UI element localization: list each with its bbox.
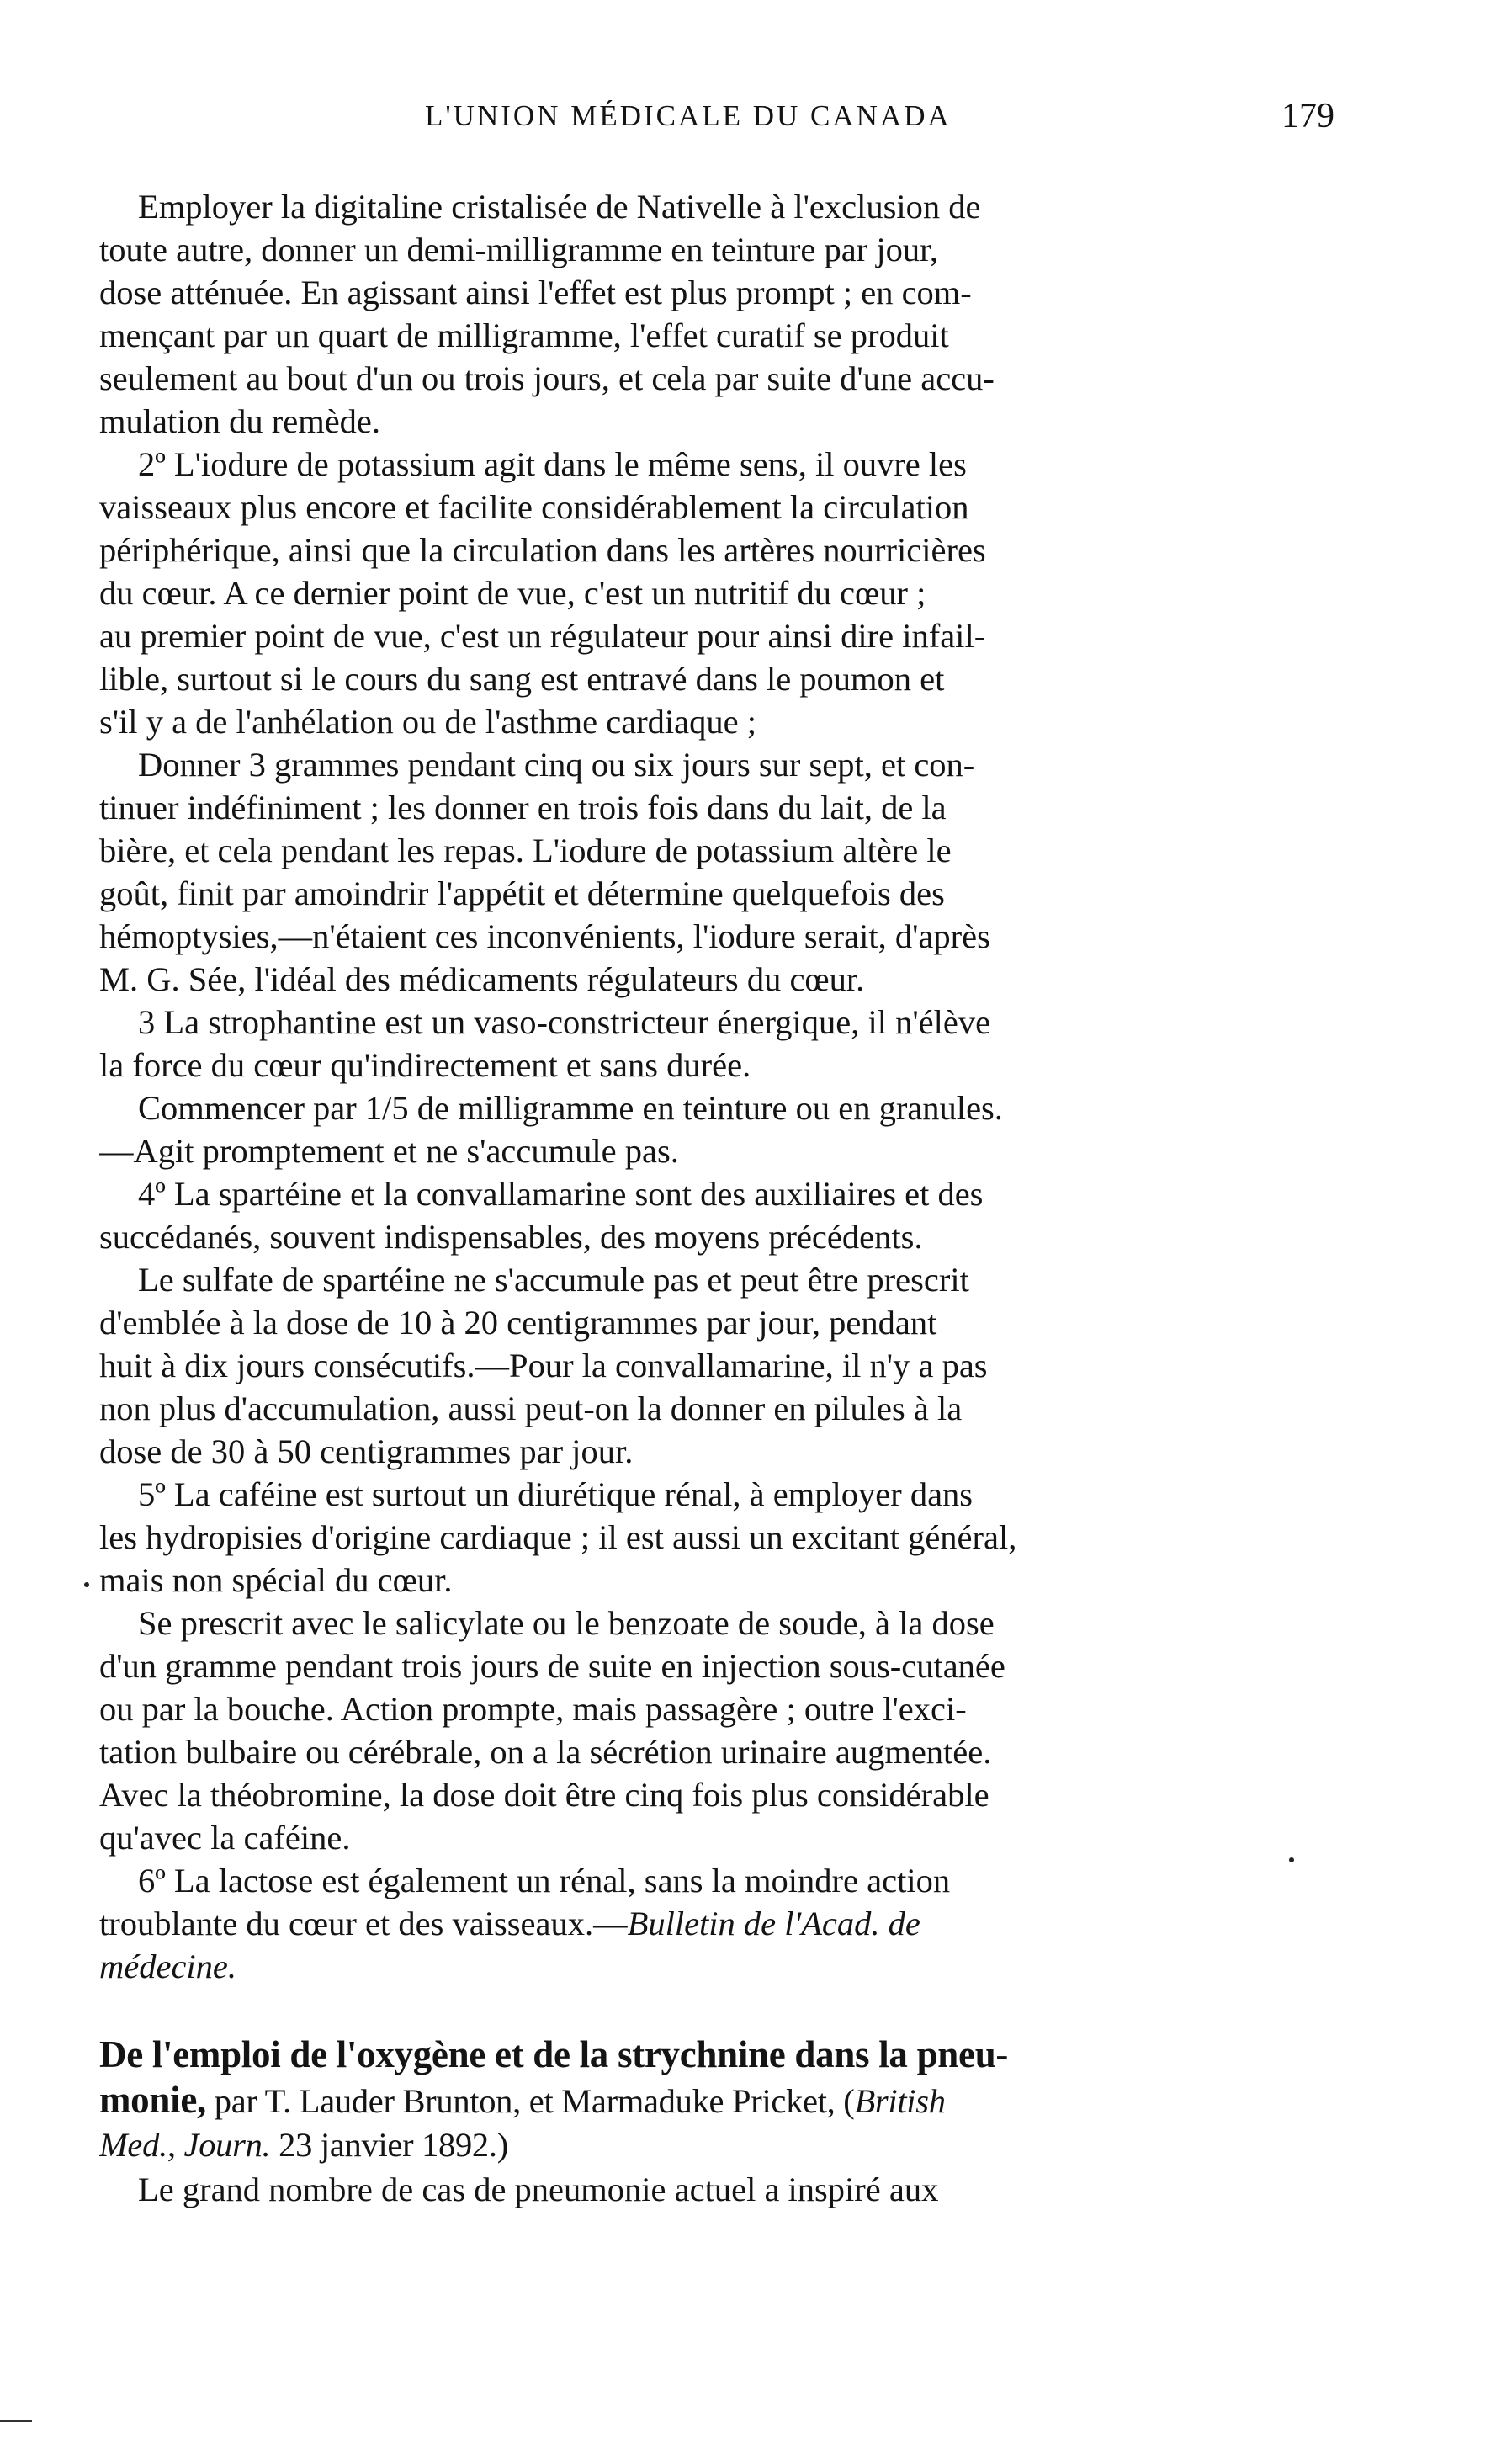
text-line: toute autre, donner un demi-milligramme en teinture par jour, bbox=[99, 231, 939, 268]
text-line: 6º La lactose est également un rénal, sans la moindre action bbox=[138, 1862, 951, 1899]
text-line bbox=[99, 1902, 1370, 1945]
text-line: la force du cœur qu'indirectement et sans durée. bbox=[99, 1046, 751, 1084]
text-line: vaisseaux plus encore et facilite considérablement la circulation bbox=[99, 488, 969, 526]
heading-line-end: monie, bbox=[99, 2079, 206, 2121]
text-line: ou par la bouche. Action prompte, mais passagère ; outre l'exci- bbox=[99, 1690, 967, 1728]
text-line: huit à dix jours consécutifs.—Pour la convallamarine, il n'y a pas bbox=[99, 1347, 988, 1384]
text-line: périphérique, ainsi que la circulation dans les artères nourricières bbox=[99, 531, 986, 569]
heading-line: De l'emploi de l'oxygène et de la strychnine dans la pneu- bbox=[99, 2033, 1009, 2075]
text-line: mençant par un quart de milligramme, l'effet curatif se produit bbox=[99, 316, 949, 354]
running-head bbox=[0, 99, 1512, 141]
text-line: Employer la digitaline cristalisée de Nativelle à l'exclusion de bbox=[138, 188, 981, 226]
text-line: Avec la théobromine, la dose doit être cinq fois plus considérable bbox=[99, 1776, 989, 1814]
next-article-heading bbox=[99, 2032, 1370, 2168]
text-line: Donner 3 grammes pendant cinq ou six jours sur sept, et con- bbox=[138, 746, 975, 784]
citation-italic: Bulletin de l'Acad. de bbox=[627, 1905, 920, 1942]
text-line: Commencer par 1/5 de milligramme en teinture ou en granules. bbox=[138, 1089, 1003, 1127]
text-line: hémoptysies,—n'étaient ces inconvénients, l'iodure serait, d'après bbox=[99, 917, 990, 955]
text-line: 3 La strophantine est un vaso-constricteur énergique, il n'élève bbox=[138, 1003, 991, 1041]
text-line: —Agit promptement et ne s'accumule pas. bbox=[99, 1132, 679, 1170]
text-line: qu'avec la caféine. bbox=[99, 1819, 351, 1857]
byline-journal: British bbox=[854, 2082, 946, 2120]
text-line: du cœur. A ce dernier point de vue, c'est un nutritif du cœur ; bbox=[99, 574, 926, 612]
text-line: tation bulbaire ou cérébrale, on a la sécrétion urinaire augmentée. bbox=[99, 1733, 992, 1771]
running-title: L'UNION MÉDICALE DU CANADA bbox=[425, 99, 952, 132]
text-line: dose atténuée. En agissant ainsi l'effet est plus prompt ; en com- bbox=[99, 274, 972, 311]
byline-journal-cont: Med., Journ. bbox=[99, 2126, 271, 2164]
print-speck bbox=[84, 1582, 89, 1587]
text-line: d'un gramme pendant trois jours de suite en injection sous-cutanée bbox=[99, 1647, 1005, 1685]
text-line: 5º La caféine est surtout un diurétique rénal, à employer dans bbox=[138, 1475, 974, 1513]
text-line: médecine. bbox=[99, 1947, 237, 1985]
text-line: dose de 30 à 50 centigrammes par jour. bbox=[99, 1432, 634, 1470]
text-line: Le sulfate de spartéine ne s'accumule pas et peut être prescrit bbox=[138, 1261, 969, 1299]
text-line: seulement au bout d'un ou trois jours, et cela par suite d'une accu- bbox=[99, 359, 995, 397]
byline-date: 23 janvier 1892.) bbox=[270, 2126, 508, 2164]
text-line: d'emblée à la dose de 10 à 20 centigrammes par jour, pendant bbox=[99, 1304, 937, 1342]
byline-line bbox=[99, 2123, 1370, 2168]
text-line: s'il y a de l'anhélation ou de l'asthme cardiaque ; bbox=[99, 703, 757, 741]
heading-line bbox=[99, 2077, 1370, 2123]
text-line: 2º L'iodure de potassium agit dans le même sens, il ouvre les bbox=[138, 445, 967, 483]
byline-authors: par T. Lauder Brunton, et Marmaduke Pricket, ( bbox=[205, 2082, 855, 2120]
text-line: tinuer indéfiniment ; les donner en trois fois dans du lait, de la bbox=[99, 789, 947, 826]
text-line: goût, finit par amoindrir l'appétit et détermine quelquefois des bbox=[99, 874, 945, 912]
text-line: Le grand nombre de cas de pneumonie actuel a inspiré aux bbox=[138, 2170, 939, 2208]
text-line: Se prescrit avec le salicylate ou le benzoate de soude, à la dose bbox=[138, 1604, 995, 1642]
text-line: succédanés, souvent indispensables, des moyens précédents. bbox=[99, 1218, 923, 1256]
text-line-start: troublante du cœur et des vaisseaux.— bbox=[99, 1905, 628, 1942]
print-speck bbox=[1289, 1857, 1294, 1862]
text-line: mulation du remède. bbox=[99, 402, 381, 440]
text-line: mais non spécial du cœur. bbox=[99, 1561, 453, 1599]
section-gap bbox=[99, 1988, 1370, 2032]
text-line: M. G. Sée, l'idéal des médicaments régulateurs du cœur. bbox=[99, 960, 865, 998]
text-line: au premier point de vue, c'est un régulateur pour ainsi dire infail- bbox=[99, 617, 986, 655]
text-line: lible, surtout si le cours du sang est entravé dans le poumon et bbox=[99, 660, 945, 698]
text-line: 4º La spartéine et la convallamarine sont des auxiliaires et des bbox=[138, 1175, 984, 1213]
text-line: non plus d'accumulation, aussi peut-on la donner en pilules à la bbox=[99, 1389, 963, 1427]
article-body bbox=[99, 185, 1370, 2211]
page-number: 179 bbox=[1281, 97, 1334, 135]
text-line: bière, et cela pendant les repas. L'iodure de potassium altère le bbox=[99, 832, 952, 869]
text-line: les hydropisies d'origine cardiaque ; il est aussi un excitant général, bbox=[99, 1518, 1017, 1556]
scan-edge-mark bbox=[0, 2420, 32, 2422]
